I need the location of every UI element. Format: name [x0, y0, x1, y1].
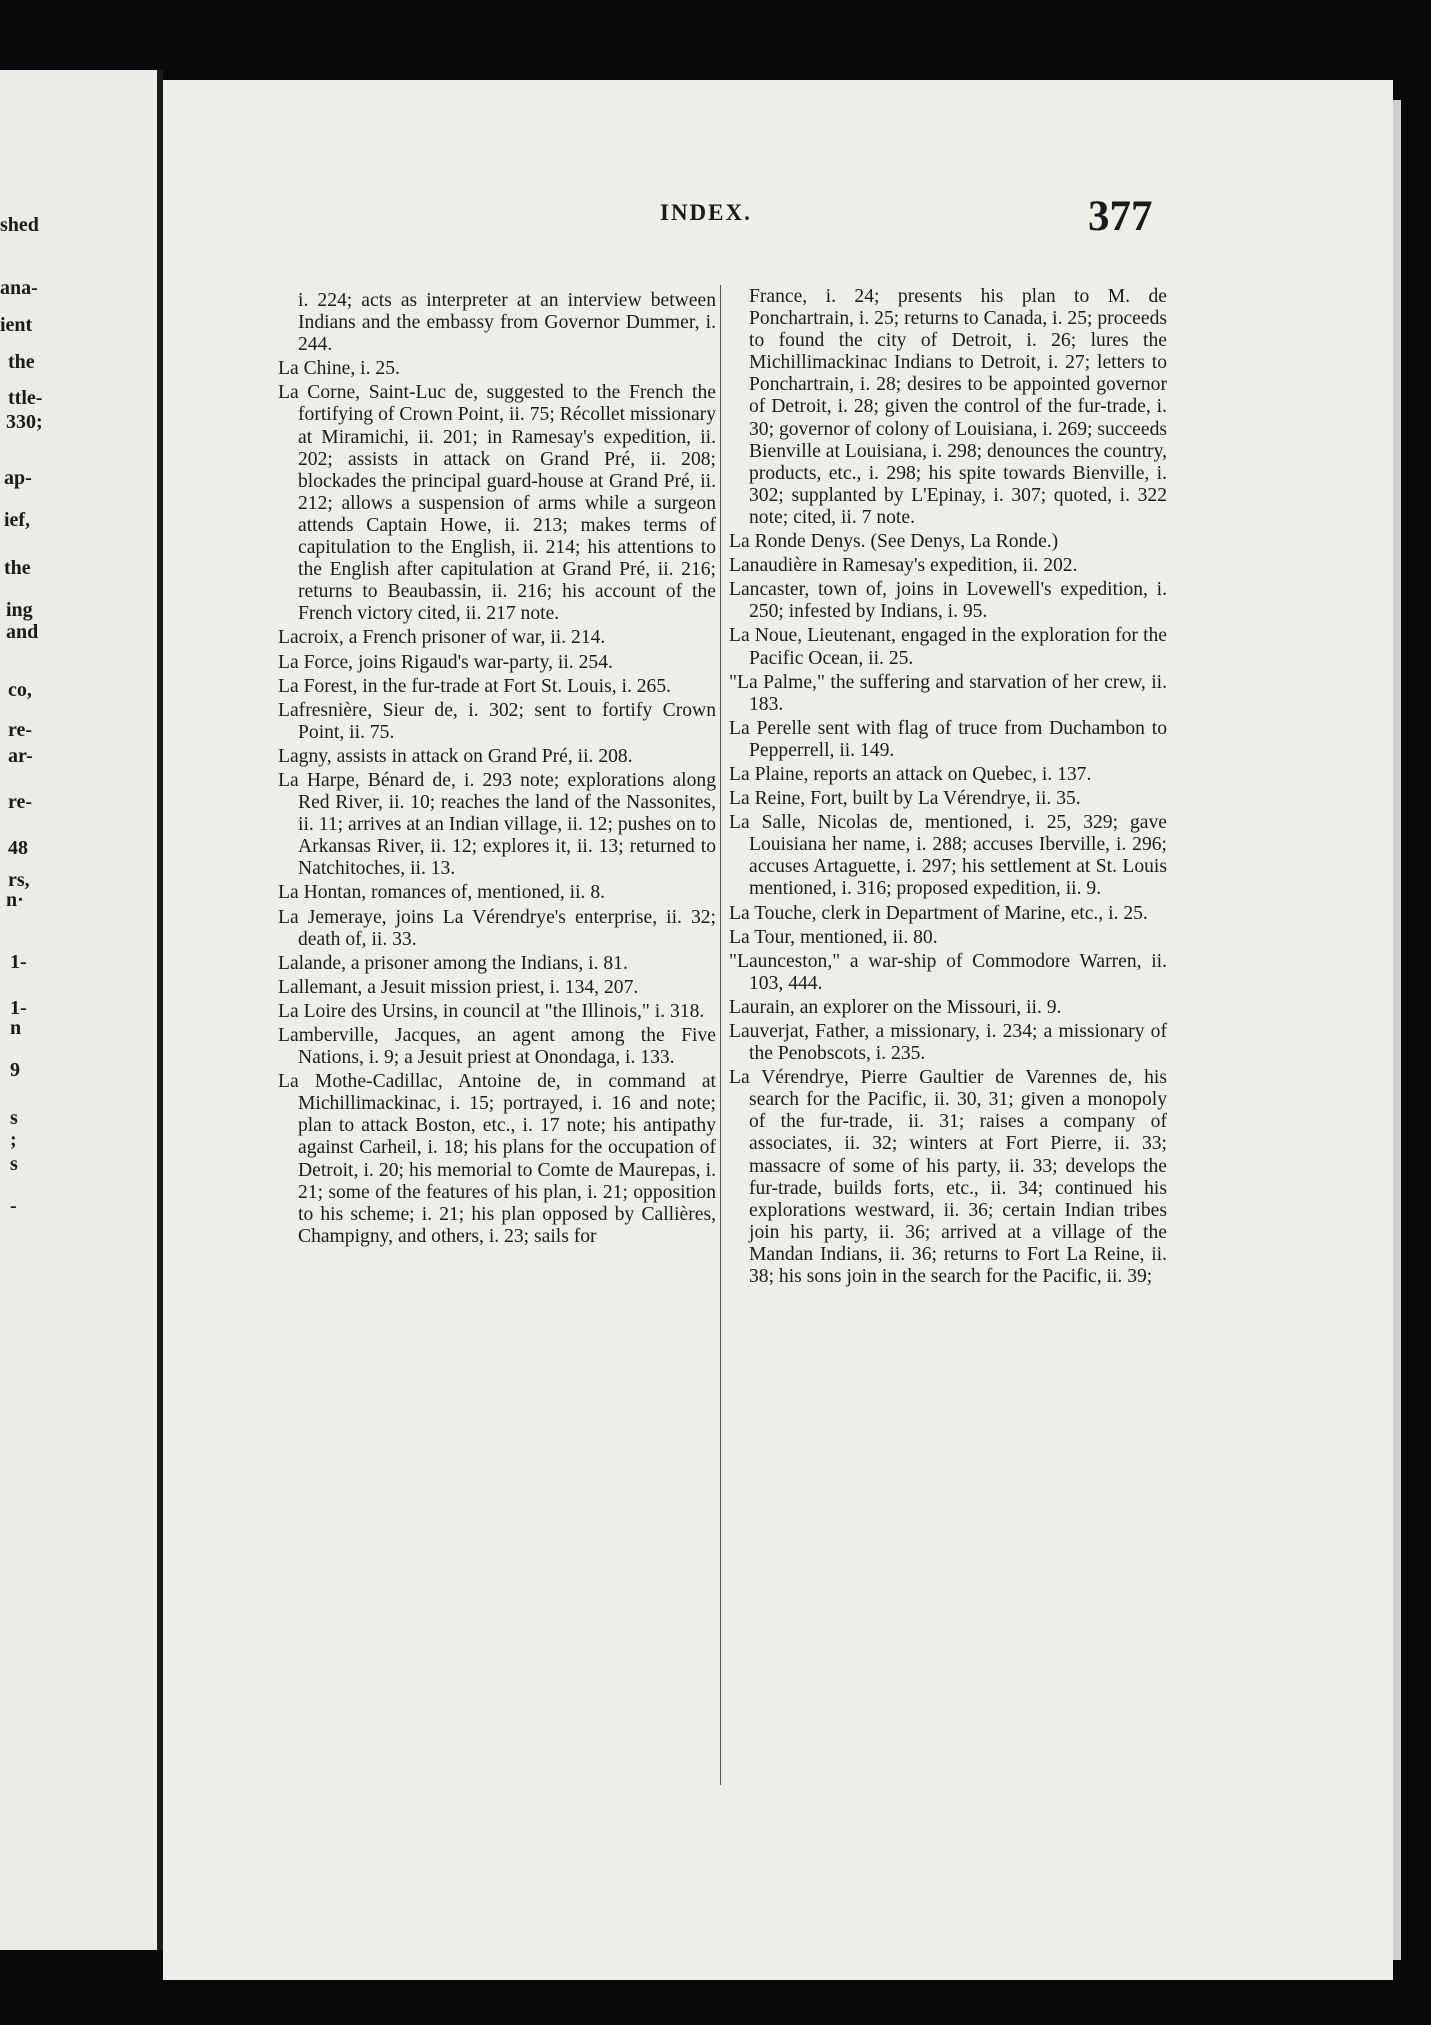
index-entry: La Jemeraye, joins La Vérendrye's enterprise, ii. 32; death of, ii. 33.: [278, 906, 716, 950]
index-entry: France, i. 24; presents his plan to M. de Ponchartrain, i. 25; returns to Canada, i. 25; proceeds to found the city of Detroit, i. 26; lures the Michillimackinac Indians to Detroit, i. 27; letters to Ponchartrain, i. 28; desires to be appointed governor of Detroit, i. 28; given the control of the fur-trade, i. 30; governor of colony of Louisiana, i. 269; succeeds Bienville at Louisiana, i. 298; denounces the country, products, etc., i. 298; his spite towards Bienville, i. 302; supplanted by L'Epinay, i. 307; quoted, i. 322 note; cited, ii. 7 note.: [749, 286, 1167, 528]
index-entry: "La Palme," the suffering and starvation of her crew, ii. 183.: [729, 671, 1167, 715]
column-divider: [720, 285, 721, 1785]
index-entry: Lamberville, Jacques, an agent among the Five Nations, i. 9; a Jesuit priest at Onondaga, i. 133.: [278, 1025, 716, 1069]
index-entry: La Tour, mentioned, ii. 80.: [729, 926, 938, 948]
index-entry: i. 224; acts as interpreter at an interview between Indians and the embassy from Governor Dummer, i. 244.: [298, 290, 716, 356]
index-entry: La Ronde Denys. (See Denys, La Ronde.): [729, 531, 1059, 553]
index-entry: Lagny, assists in attack on Grand Pré, ii. 208.: [278, 745, 633, 767]
page-edge-shadow: [1393, 100, 1401, 1960]
index-entry: Lauverjat, Father, a missionary, i. 234; a missionary of the Penobscots, i. 235.: [729, 1021, 1167, 1065]
facing-page-fragment: rs,: [8, 869, 30, 891]
index-entry: La Noue, Lieutenant, engaged in the exploration for the Pacific Ocean, ii. 25.: [729, 625, 1167, 669]
index-entry: Laurain, an explorer on the Missouri, ii. 9.: [729, 996, 1062, 1018]
facing-page-fragment: re-: [8, 791, 33, 813]
facing-page-fragment: s: [10, 1107, 18, 1129]
facing-page-fragment: ar-: [8, 745, 33, 767]
index-entry: Lanaudière in Ramesay's expedition, ii. 202.: [729, 555, 1078, 577]
index-entry: Lancaster, town of, joins in Lovewell's expedition, i. 250; infested by Indians, i. 95.: [729, 579, 1167, 623]
index-entry: Lacroix, a French prisoner of war, ii. 214.: [278, 627, 606, 649]
facing-page-fragment: ;: [10, 1129, 17, 1151]
facing-page-fragment: ttle-: [8, 387, 43, 409]
facing-page-fragment: n: [10, 1017, 22, 1039]
facing-page-fragment: 330;: [6, 411, 43, 433]
running-head: INDEX.: [660, 200, 752, 225]
index-column-right: [729, 286, 1167, 1290]
facing-page-fragment: shed: [0, 214, 39, 236]
index-entry: La Salle, Nicolas de, mentioned, i. 25, 329; gave Louisiana her name, i. 288; accuses Iberville, i. 296; accuses Artaguette, i. 297; his settlement at St. Louis mentioned, i. 316; proposed expedition, ii. 9.: [729, 812, 1167, 900]
index-entry: La Vérendrye, Pierre Gaultier de Varennes de, his search for the Pacific, ii. 30, 31; given a monopoly of the fur-trade, ii. 31; raises a company of associates, ii. 32; winters at Fort Pierre, ii. 33; massacre of some of his party, ii. 33; develops the fur-trade, builds forts, etc., ii. 34; continued his explorations westward, ii. 36; certain Indian tribes join his party, ii. 36; arrived at a village of the Mandan Indians, ii. 36; returns to Fort La Reine, ii. 38; his sons join in the search for the Pacific, ii. 39;: [729, 1067, 1167, 1288]
facing-page-fragment: ief,: [4, 509, 31, 531]
index-entry: Lallemant, a Jesuit mission priest, i. 134, 207.: [278, 976, 639, 998]
index-entry: La Force, joins Rigaud's war-party, ii. 254.: [278, 651, 613, 673]
index-entry: La Harpe, Bénard de, i. 293 note; explorations along Red River, ii. 10; reaches the land of the Nassonites, ii. 11; arrives at an Indian village, ii. 12; pushes on to Arkansas River, ii. 12; explores it, ii. 13; returned to Natchitoches, ii. 13.: [278, 769, 716, 880]
index-entry: La Plaine, reports an attack on Quebec, i. 137.: [729, 763, 1092, 785]
facing-page-fragment: the: [8, 351, 35, 373]
facing-page-fragment: 1-: [10, 997, 27, 1019]
index-entry: La Reine, Fort, built by La Vérendrye, ii. 35.: [729, 788, 1081, 810]
facing-page-fragment: 9: [10, 1059, 20, 1081]
index-entry: La Hontan, romances of, mentioned, ii. 8.: [278, 882, 606, 904]
facing-page-edge: [0, 70, 163, 1950]
index-entry: La Perelle sent with flag of truce from Duchambon to Pepperrell, ii. 149.: [729, 717, 1167, 761]
facing-page-fragment: re-: [8, 719, 33, 741]
index-entry: La Loire des Ursins, in council at "the Illinois," i. 318.: [278, 1000, 705, 1022]
facing-page-fragment: ana-: [0, 277, 38, 299]
facing-page-fragment: co,: [8, 679, 32, 701]
facing-page-fragment: -: [10, 1195, 17, 1217]
facing-page-fragment: s: [10, 1153, 18, 1175]
facing-page-fragment: ap-: [4, 467, 32, 489]
facing-page-fragment: 1-: [10, 951, 27, 973]
index-entry: Lalande, a prisoner among the Indians, i. 81.: [278, 952, 628, 974]
facing-page-fragment: the: [4, 557, 31, 579]
page-number: 377: [1088, 193, 1153, 240]
index-entry: Lafresnière, Sieur de, i. 302; sent to fortify Crown Point, ii. 75.: [278, 699, 716, 743]
facing-page-fragment: and: [6, 621, 39, 643]
facing-page-fragment: n·: [6, 889, 24, 911]
index-entry: La Touche, clerk in Department of Marine, etc., i. 25.: [729, 902, 1148, 924]
index-entry: La Chine, i. 25.: [278, 358, 400, 380]
facing-page-fragment: ient: [0, 314, 33, 336]
index-entry: "Launceston," a war-ship of Commodore Warren, ii. 103, 444.: [729, 950, 1167, 994]
index-entry: La Forest, in the fur-trade at Fort St. Louis, i. 265.: [278, 675, 672, 697]
index-entry: La Corne, Saint-Luc de, suggested to the French the fortifying of Crown Point, ii. 75; Récollet missionary at Miramichi, ii. 201; in Ramesay's expedition, ii. 202; assists in attack on Grand Pré, ii. 208; blockades the principal guard-house at Grand Pré, ii. 212; allows a suspension of arms while a surgeon attends Captain Howe, ii. 213; makes terms of capitulation to the English, ii. 214; his attentions to the English after capitulation at Grand Pré, ii. 216; returns to Beaubassin, ii. 216; his account of the French victory cited, ii. 217 note.: [278, 382, 716, 625]
index-column-left: [278, 290, 716, 1250]
facing-page-fragment: ing: [6, 599, 33, 621]
facing-page-fragment: 48: [8, 837, 28, 859]
index-entry: La Mothe-Cadillac, Antoine de, in command at Michillimackinac, i. 15; portrayed, i. 16 and note; plan to attack Boston, etc., i. 17 note; his antipathy against Carheil, i. 18; his plans for the occupation of Detroit, i. 20; his memorial to Comte de Maurepas, i. 21; some of the features of his plan, i. 21; opposition to his scheme; i. 21; his plan opposed by Callières, Champigny, and others, i. 23; sails for: [278, 1071, 716, 1247]
